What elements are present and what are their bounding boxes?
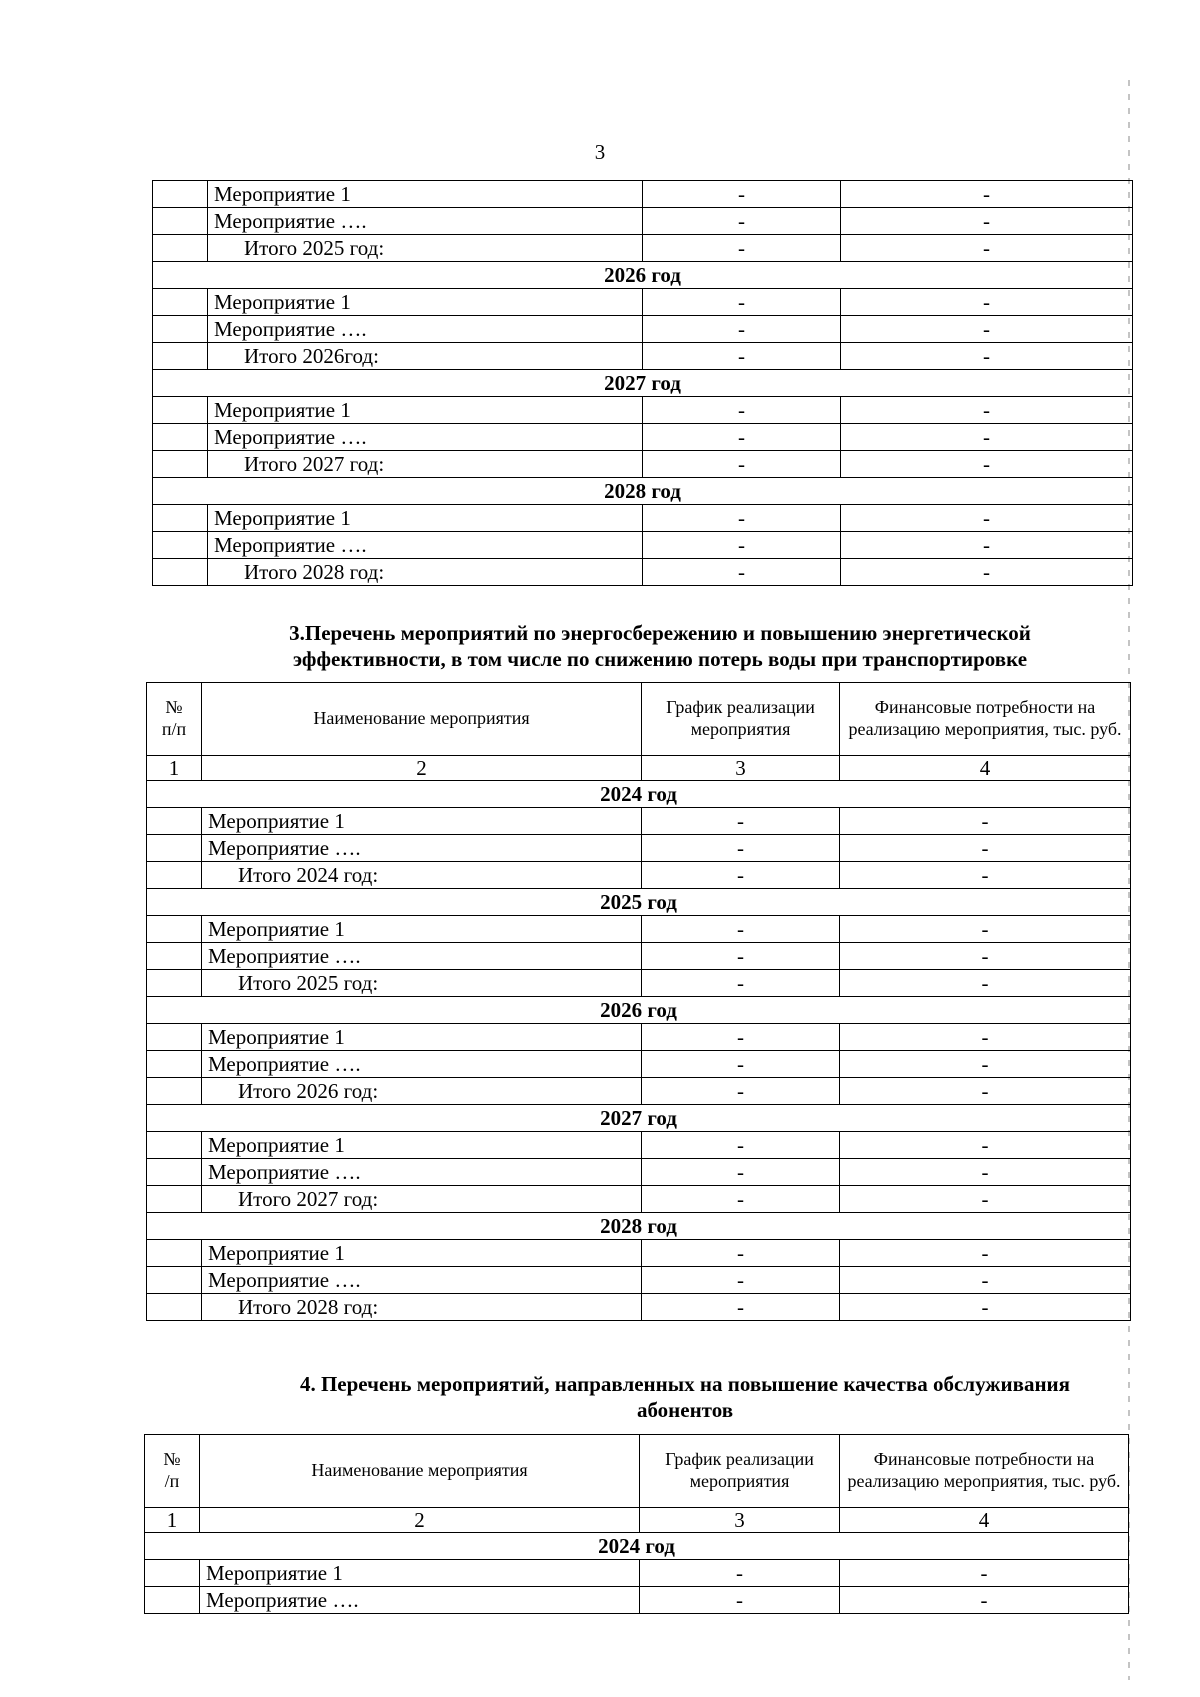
table-row [145, 1560, 1129, 1587]
schedule-cell: - [643, 343, 841, 370]
row-number-cell [147, 1132, 202, 1159]
event-name: Мероприятие …. [202, 1051, 642, 1078]
finance-cell: - [840, 808, 1131, 835]
row-number-cell [147, 1051, 202, 1078]
schedule-cell: - [643, 424, 841, 451]
schedule-cell: - [643, 451, 841, 478]
row-number-cell [153, 181, 208, 208]
year-label: 2028 год [153, 478, 1133, 505]
schedule-cell: - [642, 862, 840, 889]
total-label: Итого 2024 год: [202, 862, 642, 889]
table-row [153, 424, 1133, 451]
table-row [147, 1267, 1131, 1294]
page-number: 3 [594, 140, 606, 164]
table-row [153, 289, 1133, 316]
row-number-cell [153, 451, 208, 478]
column-index: 4 [840, 1508, 1129, 1533]
event-name: Мероприятие 1 [208, 181, 643, 208]
event-name: Мероприятие 1 [202, 916, 642, 943]
row-number-cell [147, 1240, 202, 1267]
column-index-row [147, 756, 1131, 781]
year-row [153, 262, 1133, 289]
finance-cell: - [840, 862, 1131, 889]
finance-cell: - [840, 1078, 1131, 1105]
schedule-cell: - [642, 943, 840, 970]
event-name: Мероприятие …. [202, 835, 642, 862]
column-index: 2 [200, 1508, 640, 1533]
row-number-cell [153, 289, 208, 316]
event-name: Мероприятие 1 [202, 1024, 642, 1051]
finance-cell: - [840, 1051, 1131, 1078]
finance-cell: - [841, 397, 1133, 424]
table-row [145, 1587, 1129, 1614]
total-label: Итого 2025 год: [202, 970, 642, 997]
finance-cell: - [840, 1240, 1131, 1267]
schedule-cell: - [640, 1560, 840, 1587]
total-row [147, 1078, 1131, 1105]
schedule-cell: - [643, 289, 841, 316]
total-label: Итого 2027 год: [208, 451, 643, 478]
schedule-cell: - [642, 835, 840, 862]
table-row [147, 1240, 1131, 1267]
total-row [147, 862, 1131, 889]
finance-cell: - [841, 343, 1133, 370]
event-name: Мероприятие …. [202, 943, 642, 970]
year-row [153, 478, 1133, 505]
finance-cell: - [841, 505, 1133, 532]
column-index: 4 [840, 756, 1131, 781]
year-label: 2028 год [147, 1213, 1131, 1240]
year-label: 2026 год [147, 997, 1131, 1024]
row-number-cell [147, 1294, 202, 1321]
table-row [147, 916, 1131, 943]
table-row [153, 316, 1133, 343]
schedule-cell: - [642, 1132, 840, 1159]
year-row [147, 1105, 1131, 1132]
col-number-header: № п/п [147, 683, 202, 756]
finance-cell: - [841, 424, 1133, 451]
section3-title [190, 620, 1130, 673]
schedule-cell: - [643, 505, 841, 532]
event-name: Мероприятие 1 [202, 1240, 642, 1267]
row-number-cell [153, 316, 208, 343]
total-row [147, 970, 1131, 997]
section4-title-line2: абонентов [636, 1398, 734, 1423]
column-index: 1 [145, 1508, 200, 1533]
event-name: Мероприятие 1 [208, 505, 643, 532]
table-row [147, 1024, 1131, 1051]
finance-cell: - [840, 1024, 1131, 1051]
column-index-row [145, 1508, 1129, 1533]
event-name: Мероприятие 1 [202, 1132, 642, 1159]
col-finance-header: Финансовые потребности на реализацию мероприятия, тыс. руб. [840, 1435, 1129, 1508]
col-number-header: № /п [145, 1435, 200, 1508]
header-row [147, 683, 1131, 756]
total-row [147, 1186, 1131, 1213]
row-number-cell [153, 559, 208, 586]
column-index: 3 [640, 1508, 840, 1533]
schedule-cell: - [643, 208, 841, 235]
year-row [147, 1213, 1131, 1240]
year-row [153, 370, 1133, 397]
total-row [153, 451, 1133, 478]
schedule-cell: - [642, 1240, 840, 1267]
row-number-cell [153, 397, 208, 424]
event-name: Мероприятие …. [202, 1267, 642, 1294]
row-number-cell [147, 916, 202, 943]
finance-cell: - [841, 208, 1133, 235]
finance-cell: - [841, 181, 1133, 208]
total-label: Итого 2025 год: [208, 235, 643, 262]
row-number-cell [147, 1159, 202, 1186]
total-row [147, 1294, 1131, 1321]
schedule-cell: - [642, 1051, 840, 1078]
finance-cell: - [841, 532, 1133, 559]
col-name-header: Наименование мероприятия [200, 1435, 640, 1508]
year-row [145, 1533, 1129, 1560]
table-row [147, 835, 1131, 862]
event-name: Мероприятие …. [202, 1159, 642, 1186]
row-number-cell [145, 1587, 200, 1614]
row-number-cell [147, 970, 202, 997]
row-number-cell [147, 1078, 202, 1105]
section4-title-line1: 4. Перечень мероприятий, направленных на повышение качества обслуживания [299, 1372, 1071, 1396]
row-number-cell [153, 208, 208, 235]
table-row [147, 1132, 1131, 1159]
col-schedule-header: График реализации мероприятия [640, 1435, 840, 1508]
row-number-cell [153, 505, 208, 532]
total-label: Итого 2028 год: [202, 1294, 642, 1321]
schedule-cell: - [642, 1159, 840, 1186]
event-name: Мероприятие 1 [202, 808, 642, 835]
finance-cell: - [841, 451, 1133, 478]
row-number-cell [153, 343, 208, 370]
row-number-cell [147, 808, 202, 835]
table-section3 [146, 682, 1131, 1321]
schedule-cell: - [642, 970, 840, 997]
year-row [147, 781, 1131, 808]
finance-cell: - [841, 235, 1133, 262]
finance-cell: - [841, 316, 1133, 343]
table-row [147, 1159, 1131, 1186]
row-number-cell [153, 532, 208, 559]
row-number-cell [147, 835, 202, 862]
schedule-cell: - [643, 235, 841, 262]
table-row [153, 532, 1133, 559]
table-section4 [144, 1434, 1129, 1614]
year-label: 2026 год [153, 262, 1133, 289]
finance-cell: - [840, 1560, 1129, 1587]
schedule-cell: - [643, 559, 841, 586]
section4-title [240, 1371, 1130, 1424]
schedule-cell: - [642, 1186, 840, 1213]
finance-cell: - [840, 916, 1131, 943]
table-row [153, 181, 1133, 208]
total-row [153, 235, 1133, 262]
finance-cell: - [840, 970, 1131, 997]
finance-cell: - [840, 835, 1131, 862]
event-name: Мероприятие …. [208, 208, 643, 235]
year-label: 2024 год [147, 781, 1131, 808]
total-label: Итого 2027 год: [202, 1186, 642, 1213]
schedule-cell: - [643, 532, 841, 559]
total-label: Итого 2026год: [208, 343, 643, 370]
row-number-cell [147, 1024, 202, 1051]
finance-cell: - [840, 1294, 1131, 1321]
row-number-cell [153, 235, 208, 262]
event-name: Мероприятие 1 [208, 289, 643, 316]
year-label: 2027 год [147, 1105, 1131, 1132]
row-number-cell [145, 1560, 200, 1587]
table-row [147, 1051, 1131, 1078]
row-number-cell [153, 424, 208, 451]
total-label: Итого 2028 год: [208, 559, 643, 586]
schedule-cell: - [643, 181, 841, 208]
year-row [147, 997, 1131, 1024]
finance-cell: - [840, 1587, 1129, 1614]
table-row [147, 808, 1131, 835]
event-name: Мероприятие 1 [200, 1560, 640, 1587]
table-row [153, 208, 1133, 235]
column-index: 2 [202, 756, 642, 781]
finance-cell: - [840, 1267, 1131, 1294]
table-row [147, 943, 1131, 970]
finance-cell: - [840, 943, 1131, 970]
column-index: 1 [147, 756, 202, 781]
table-section2-continued [152, 180, 1133, 586]
col-finance-header: Финансовые потребности на реализацию мероприятия, тыс. руб. [840, 683, 1131, 756]
section3-title-line2: эффективности, в том числе по снижению потерь воды при транспортировке [292, 647, 1028, 672]
total-row [153, 559, 1133, 586]
finance-cell: - [840, 1186, 1131, 1213]
row-number-cell [147, 943, 202, 970]
schedule-cell: - [640, 1587, 840, 1614]
schedule-cell: - [642, 808, 840, 835]
schedule-cell: - [643, 316, 841, 343]
finance-cell: - [840, 1132, 1131, 1159]
row-number-cell [147, 1267, 202, 1294]
column-index: 3 [642, 756, 840, 781]
finance-cell: - [840, 1159, 1131, 1186]
year-label: 2024 год [145, 1533, 1129, 1560]
col-schedule-header: График реализации мероприятия [642, 683, 840, 756]
year-label: 2025 год [147, 889, 1131, 916]
schedule-cell: - [643, 397, 841, 424]
total-row [153, 343, 1133, 370]
table-row [153, 505, 1133, 532]
row-number-cell [147, 1186, 202, 1213]
section3-title-line1: 3.Перечень мероприятий по энергосбережению и повышению энергетической [289, 621, 1031, 645]
event-name: Мероприятие …. [208, 532, 643, 559]
schedule-cell: - [642, 1267, 840, 1294]
event-name: Мероприятие …. [208, 316, 643, 343]
total-label: Итого 2026 год: [202, 1078, 642, 1105]
schedule-cell: - [642, 1294, 840, 1321]
finance-cell: - [841, 289, 1133, 316]
row-number-cell [147, 862, 202, 889]
schedule-cell: - [642, 1078, 840, 1105]
schedule-cell: - [642, 1024, 840, 1051]
finance-cell: - [841, 559, 1133, 586]
year-label: 2027 год [153, 370, 1133, 397]
table-row [153, 397, 1133, 424]
header-row [145, 1435, 1129, 1508]
event-name: Мероприятие …. [208, 424, 643, 451]
event-name: Мероприятие 1 [208, 397, 643, 424]
col-name-header: Наименование мероприятия [202, 683, 642, 756]
schedule-cell: - [642, 916, 840, 943]
year-row [147, 889, 1131, 916]
event-name: Мероприятие …. [200, 1587, 640, 1614]
